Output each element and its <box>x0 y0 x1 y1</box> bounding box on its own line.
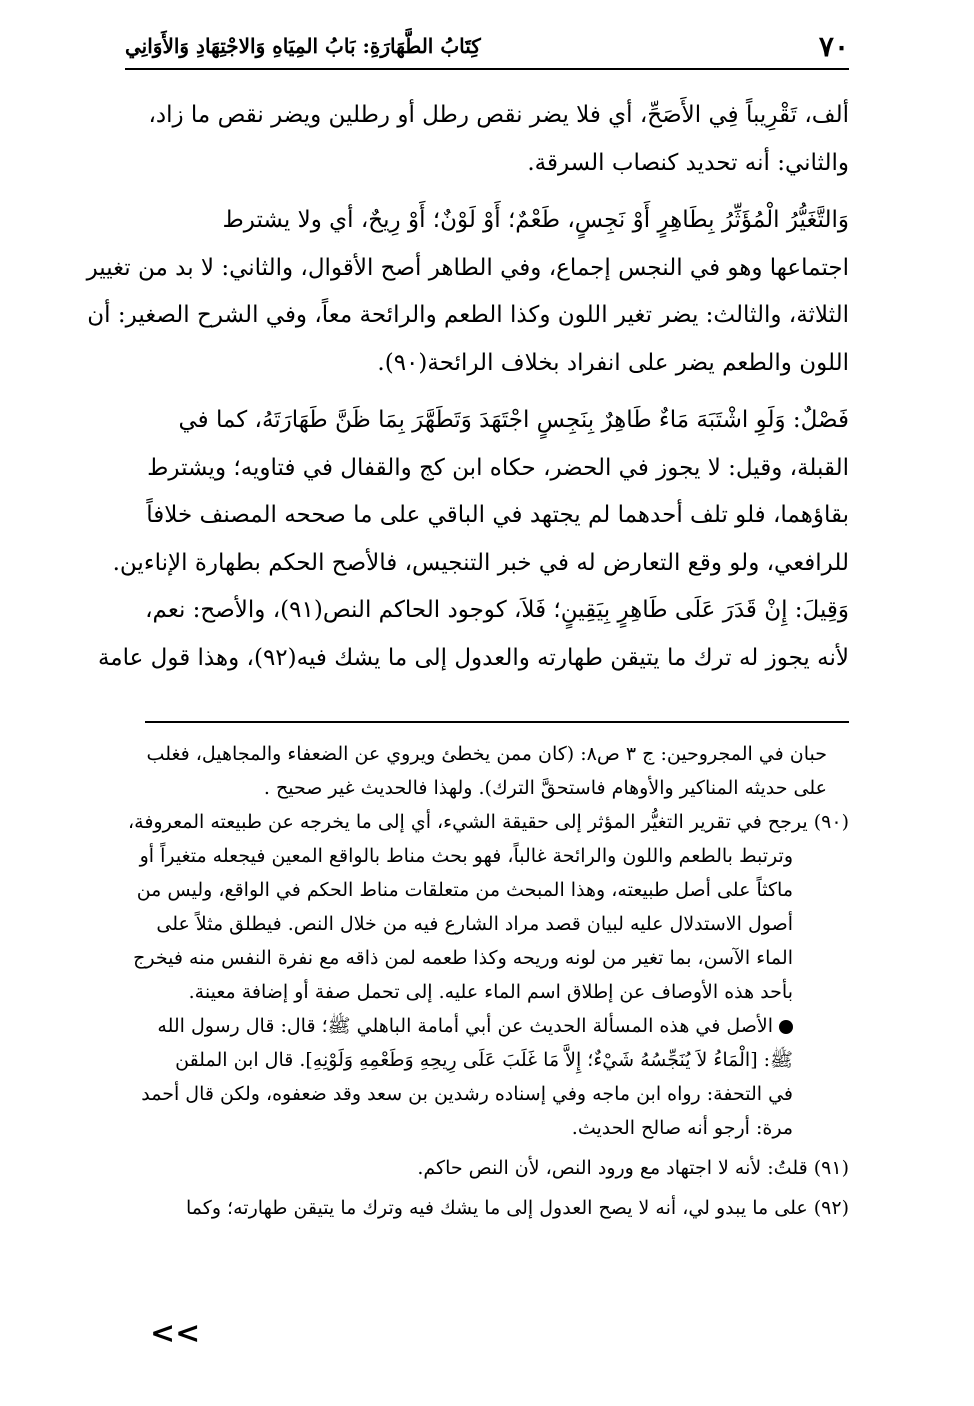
main-line: وَالتَّغَيُّرُ الْمُؤَثِّرُ بِطَاهِرٍ أَوْ نَجِسٍ، طَعْمٌ؛ أَوْ لَوْنٌ؛ أَوْ رِيحٌ، أي ولا يشترط <box>222 207 849 233</box>
footnotes <box>128 737 849 1225</box>
footnote-line: أصول الاستدلال عليه لبيان قصد مراد الشارع فيه من خلال النص. فيطلق مثلاً على <box>156 913 793 935</box>
footnote-line: (٩٠) يرجح في تقرير التغيُّر المؤثر إلى حقيقة الشيء، أي إلى ما يخرجه عن طبيعته المعروفة، <box>128 811 849 833</box>
footnote-line: (٩٢) على ما يبدو لي، أنه لا يصح العدول إلى ما يشك فيه وترك ما يتيقن طهارته؛ وكما <box>186 1197 849 1219</box>
footnote-separator <box>145 721 849 723</box>
footnote-line: في التحفة: رواه ابن ماجه وفي إسناده رشدين بن سعد وقد ضعفوه، ولكن قال أحمد <box>141 1083 793 1105</box>
main-line: بقاؤهما، فلو تلف أحدهما لم يجتهد في الباقي على ما صححه المصنف خلافاً <box>146 502 849 528</box>
footnote-line: ماكثاً على أصل طبيعته، وهذا المبحث من متعلقات مناط الحكم في الواقع، وليس من <box>136 879 793 901</box>
page-number: ٧٠ <box>818 30 849 63</box>
main-text <box>86 92 849 682</box>
footnote-line: حبان في المجروحين: ج ٣ ص٨: (كان ممن يخطئ ويروي عن الضعفاء والمجاهيل، فغلب <box>146 743 827 765</box>
main-line: والثاني: أنه تحديد كنصاب السرقة. <box>527 149 849 176</box>
main-line: للرافعي، ولو وقع التعارض له في خبر التنجيس، فالأصح الحكم بطهارة الإناءين. <box>112 549 849 576</box>
footnote-line: بأحد هذه الأوصاف عن إطلاق اسم الماء عليه. إلى تحمل صفة أو إضافة معينة. <box>188 981 793 1003</box>
main-line: وَقِيلَ: إِنْ قَدَرَ عَلَى طَاهِرٍ بِيَقِينٍ؛ فَلاَ، كوجود الحاكم النص(٩١)، والأصح: نعم، <box>145 597 849 623</box>
main-line: اجتماعها وهو في النجس إجماع، وفي الطاهر أصح الأقوال، والثاني: لا بد من تغيير <box>86 254 849 281</box>
page-header <box>125 30 849 70</box>
main-line: لأنه يجوز له ترك ما يتيقن طهارته والعدول إلى ما يشك فيه(٩٢)، وهذا قول عامة <box>97 644 849 671</box>
footnote-line: (٩١) قلتُ: لأنه لا اجتهاد مع ورود النص، لأن النص حاكم. <box>417 1157 849 1179</box>
footnote-line: الماء الآسن، بما تغير من لونه وريحه وكذا طعمه لمن ذاقه مع نفرة النفس منه فيخرج <box>133 947 793 969</box>
main-line: القبلة، وقيل: لا يجوز في الحضر، حكاه ابن كج والقفال في فتاويه؛ ويشترط <box>147 454 849 481</box>
footnote-line <box>140 1009 849 1043</box>
footnote-line: وترتبط بالطعم واللون والرائحة غالباً، فهو بحث مناط بالواقع المعين فيجعله متغيراً أو <box>139 845 793 867</box>
main-line: فَصْلٌ: وَلَوِ اشْتَبَهَ مَاءٌ طَاهِرٌ بِنَجِسٍ اجْتَهَدَ وَتَطَهَّرَ بِمَا ظَنَّ طَهَارَتَهُ، كما في <box>178 407 849 433</box>
next-page-marker: << <box>150 1316 201 1351</box>
main-line: اللون والطعم يضر على انفراد بخلاف الرائحة(٩٠). <box>377 349 849 376</box>
bullet-icon <box>779 1020 793 1034</box>
main-line: ألف، تَقْرِيباً فِي الأَصَحِّ، أي فلا يضر نقص رطل أو رطلين ويضر نقص ما زاد، <box>148 102 849 128</box>
header-rule <box>125 68 849 70</box>
running-title: كِتَابُ الطَّهَارَةِ: بَابُ المِيَاهِ وَالاجْتِهَادِ وَالأَوَانِي <box>125 34 481 58</box>
footnote-line: مرة: أرجو أنه صالح الحديث. <box>571 1117 793 1139</box>
main-line: الثلاثة، والثالث: يضر تغير اللون وكذا الطعم والرائحة معاً، وفي الشرح الصغير: أن <box>87 302 849 328</box>
footnote-line: على حديثه المناكير والأوهام فاستحقَّ الترك). ولهذا فالحديث غير صحيح . <box>263 777 827 799</box>
footnote-line-text: الأصل في هذه المسألة الحديث عن أبي أمامة الباهلي ﷺ؛ قال: قال رسول الله <box>157 1015 773 1037</box>
footnote-line: ﷺ: [الْمَاءُ لاَ يُنَجِّسُهُ شَيْءٌ؛ إِلاَّ مَا غَلَبَ عَلَى رِيحِهِ وَطَعْمِهِ وَلَوْنِهِ]. قال ابن الملقن <box>175 1049 793 1071</box>
